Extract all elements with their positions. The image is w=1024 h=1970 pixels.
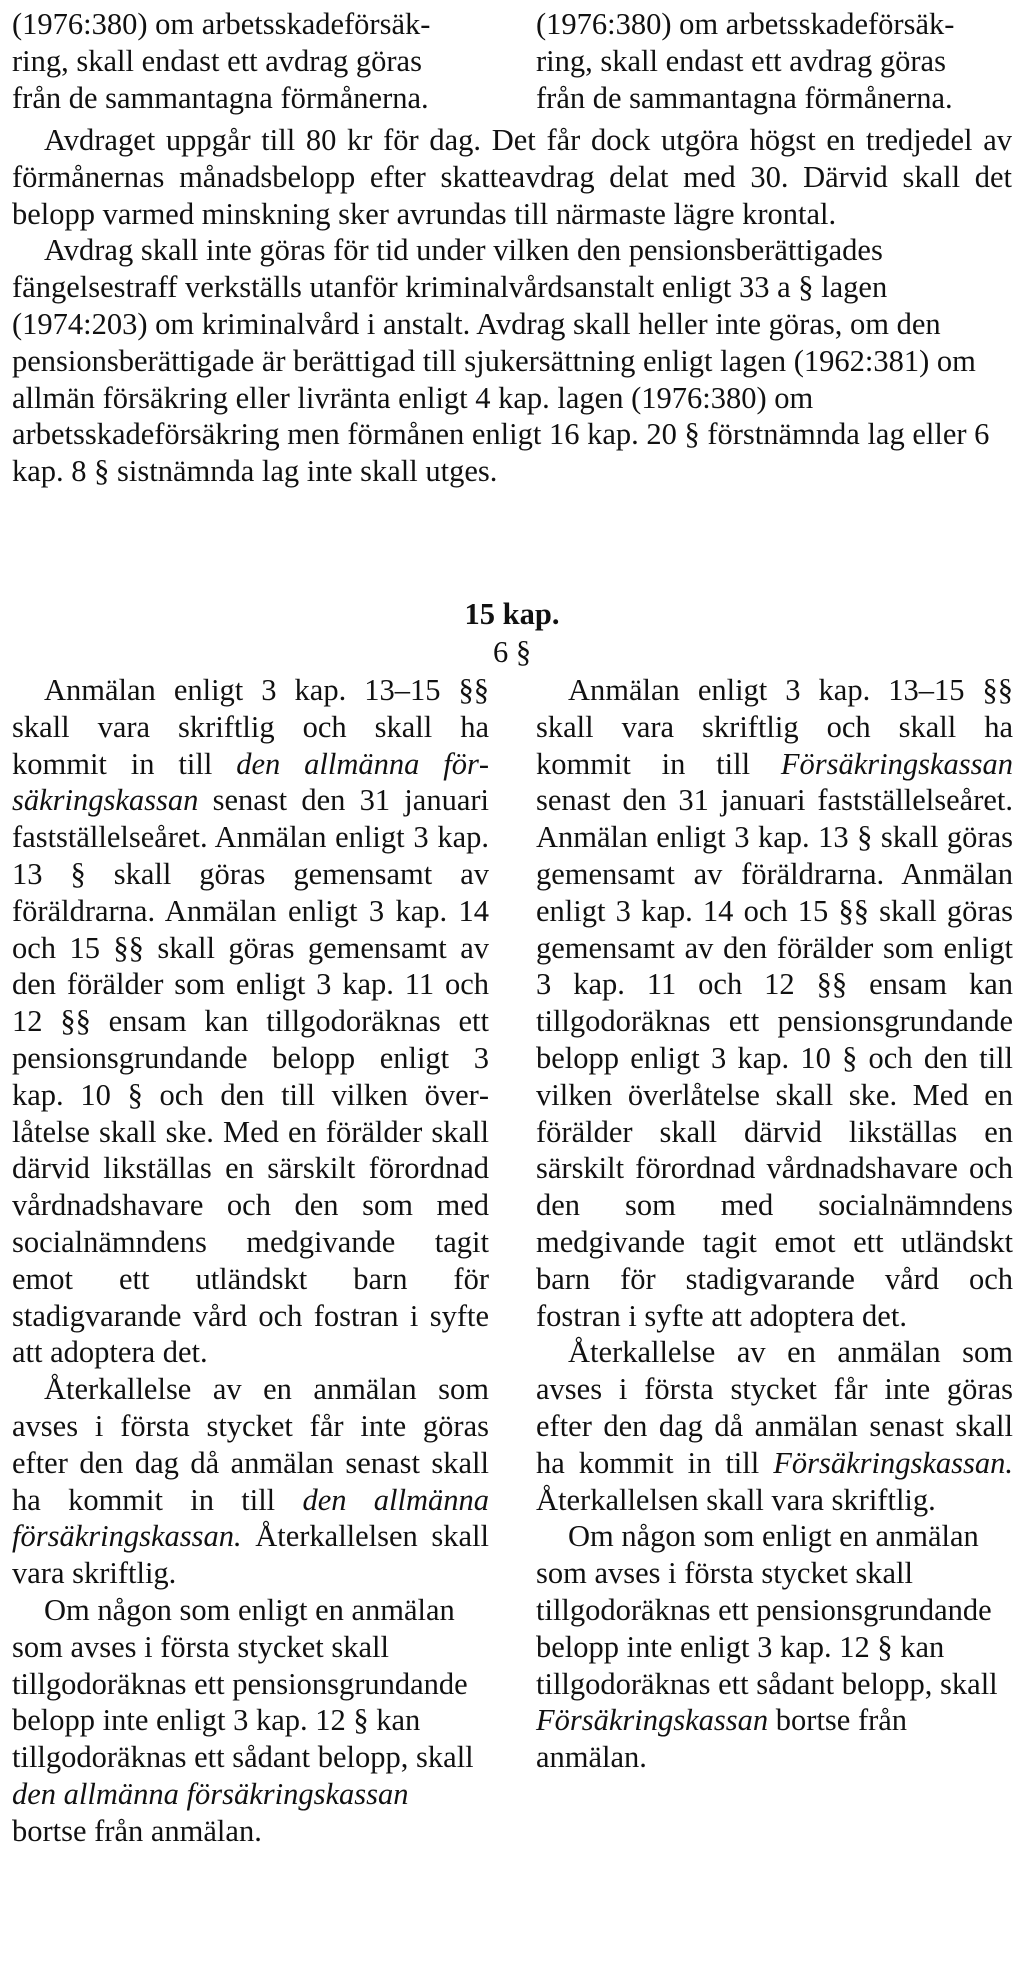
paragraph-deduction-amount: Avdraget uppgår till 80 kr för dag. Det får dock utgöra högst en tredjedel av förmånernas månadsbelopp efter skatteavdrag delat med 30. Därvid skall det belopp varmed minskning sker avrundas till närmaste lägre krontal. [12, 123, 1012, 231]
left-column [12, 672, 489, 1850]
top-left-fragment [12, 6, 502, 116]
right-paragraph-1: Anmälan enligt 3 kap. 13–15 §§ skall vara skriftlig och skall ha kommit in till Försäkringskassan senast den 31 januari fastställelseåret. Anmälan enligt 3 kap. 13 § skall göras gemensamt av föräldrarna. Anmälan enligt 3 kap. 14 och 15 §§ skall göras gemensamt av den förälder som enligt 3 kap. 11 och 12 §§ ensam kan tillgodoräknas ett pensionsgrundande belopp enligt 3 kap. 10 § och den till vilken överlåtelse skall ske. Med en förälder skall därvid likställas en särskilt förordnad vårdnadshavare och den som med socialnämndens medgivande tagit emot ett utländskt barn för stadigvarande vård och fostran i syfte att adoptera det. [536, 673, 1013, 1333]
right-paragraph-2: Återkallelse av en anmälan som avses i första stycket får inte göras efter den dag då anmälan senast skall ha kommit in till Försäkringskassan. Återkallelsen skall vara skriftlig. [536, 1335, 1013, 1517]
text-line: ring, skall endast ett avdrag göras [12, 43, 422, 78]
paragraph-deduction-exemptions: Avdrag skall inte göras för tid under vilken den pensionsberättigades fängelsestraff verkställs utanför kriminalvårdsanstalt enligt 33 a § lagen (1974:203) om kriminalvård i anstalt. Avdrag skall heller inte göras, om den pensionsberättigade är berättigad till sjukersättning enligt lagen (1962:381) om allmän försäkring eller livränta enligt 4 kap. lagen (1976:380) om arbetsskadeförsäkring men förmånen enligt 16 kap. 20 § förstnämnda lag eller 6 kap. 8 § sistnämnda lag inte skall utges. [12, 233, 990, 489]
chapter-heading: 15 kap. [464, 597, 560, 631]
left-paragraph-2: Återkallelse av en anmälan som avses i första stycket får inte göras efter den dag då anmälan senast skall ha kommit in till den allmänna försäkringskassan. Återkallelsen skall vara skriftlig. [12, 1372, 489, 1591]
text-line: (1976:380) om arbetsskadeförsäk- [12, 7, 431, 41]
left-paragraph-3: Om någon som enligt en anmälan som avses i första stycket skall tillgodoräknas ett pensionsgrundande belopp inte enligt 3 kap. 12 § kan tillgodoräknas ett sådant belopp, skall den allmänna försäkringskassan bortse från anmälan. [12, 1592, 474, 1848]
text-line: ring, skall endast ett avdrag göras [536, 43, 946, 78]
full-width-body [12, 122, 1012, 490]
text-line: från de sammantagna förmånerna. [536, 80, 953, 115]
right-paragraph-3: Om någon som enligt en anmälan som avses i första stycket skall tillgodoräknas ett pensionsgrundande belopp inte enligt 3 kap. 12 § kan tillgodoräknas ett sådant belopp, skall Försäkringskassan bortse från anmälan. [536, 1519, 998, 1775]
section-heading: 6 § [492, 635, 532, 669]
top-right-fragment [536, 6, 1016, 116]
left-paragraph-1: Anmälan enligt 3 kap. 13–15 §§ skall vara skriftlig och skall ha kommit in till den allmänna försäkringskassan senast den 31 januari fastställelseåret. Anmälan enligt 3 kap. 13 § skall göras gemensamt av föräldrarna. Anmälan enligt 3 kap. 14 och 15 §§ skall göras gemensamt av den förälder som enligt 3 kap. 11 och 12 §§ ensam kan tillgodoräknas ett pensionsgrundande belopp enligt 3 kap. 10 § och den till vilken överlåtelse skall ske. Med en förälder skall därvid likställas en särskilt förordnad vårdnadshavare och den som med socialnämndens medgivande tagit emot ett utländskt barn för stadigvarande vård och fostran i syfte att adoptera det. [12, 673, 489, 1370]
text-line: (1976:380) om arbetsskadeförsäk- [536, 7, 955, 41]
right-column [536, 672, 1013, 1776]
text-line: från de sammantagna förmånerna. [12, 80, 429, 115]
